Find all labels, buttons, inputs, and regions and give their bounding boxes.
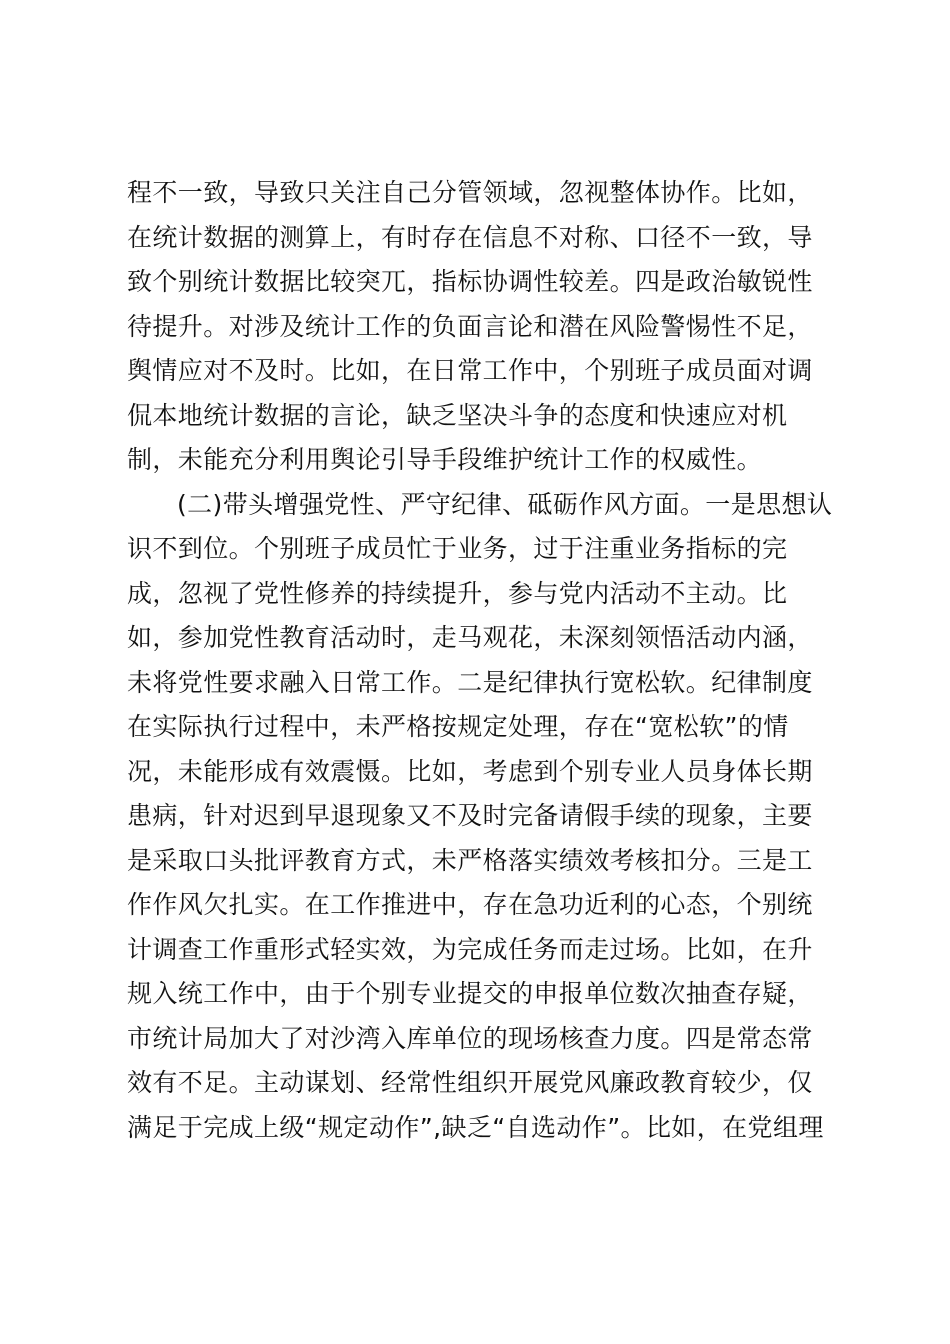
text-line: 如，参加党性教育活动时，走马观花，未深刻领悟活动内涵， — [127, 623, 813, 652]
text-line: 侃本地统计数据的言论，缺乏坚决斗争的态度和快速应对机 — [127, 400, 788, 430]
text-line: 效有不足。主动谋划、经常性组织开展党风廉政教育较少，仅 — [127, 1068, 813, 1097]
text-line: 在统计数据的测算上，有时存在信息不对称、口径不一致，导 — [127, 222, 813, 252]
text-line: 是采取口头批评教育方式，未严格落实绩效考核扣分。三是工 — [127, 845, 813, 875]
text-line: 未将党性要求融入日常工作。二是纪律执行宽松软。纪律制度 — [127, 667, 813, 697]
text-line: 制，未能充分利用舆论引导手段维护统计工作的权威性。 — [127, 445, 763, 474]
text-line: 况，未能形成有效震慑。比如，考虑到个别专业人员身体长期 — [127, 756, 813, 786]
text-line: 患病，针对迟到早退现象又不及时完备请假手续的现象，主要 — [127, 801, 813, 830]
text-line: 满足于完成上级“规定动作”,缺乏“自选动作”。比如，在党组理 — [127, 1112, 824, 1142]
text-line: 规入统工作中，由于个别专业提交的申报单位数次抽查存疑， — [127, 979, 813, 1008]
text-line: 程不一致，导致只关注自己分管领域，忽视整体协作。比如， — [127, 178, 813, 207]
text-line: 致个别统计数据比较突兀，指标协调性较差。四是政治敏锐性 — [127, 267, 813, 296]
text-line: 舆情应对不及时。比如，在日常工作中，个别班子成员面对调 — [127, 356, 813, 385]
text-line: 待提升。对涉及统计工作的负面言论和潜在风险警惕性不足， — [127, 311, 813, 341]
paragraph-heading-line: (二)带头增强党性、严守纪律、砥砺作风方面。一是思想认 — [177, 489, 833, 519]
text-line: 在实际执行过程中，未严格按规定处理，存在“宽松软”的情 — [127, 712, 789, 741]
text-line: 计调查工作重形式轻实效，为完成任务而走过场。比如，在升 — [127, 934, 813, 964]
paragraph-1 — [127, 171, 827, 483]
text-line: 作作风欠扎实。在工作推进中，存在急功近利的心态，个别统 — [127, 890, 813, 919]
paragraph-2 — [127, 483, 833, 1151]
text-line: 识不到位。个别班子成员忙于业务，过于注重业务指标的完 — [127, 534, 788, 563]
text-line: 成，忽视了党性修养的持续提升，参与党内活动不主动。比 — [127, 578, 788, 608]
document-body — [127, 171, 833, 1150]
text-line: 市统计局加大了对沙湾入库单位的现场核查力度。四是常态常 — [127, 1023, 813, 1053]
